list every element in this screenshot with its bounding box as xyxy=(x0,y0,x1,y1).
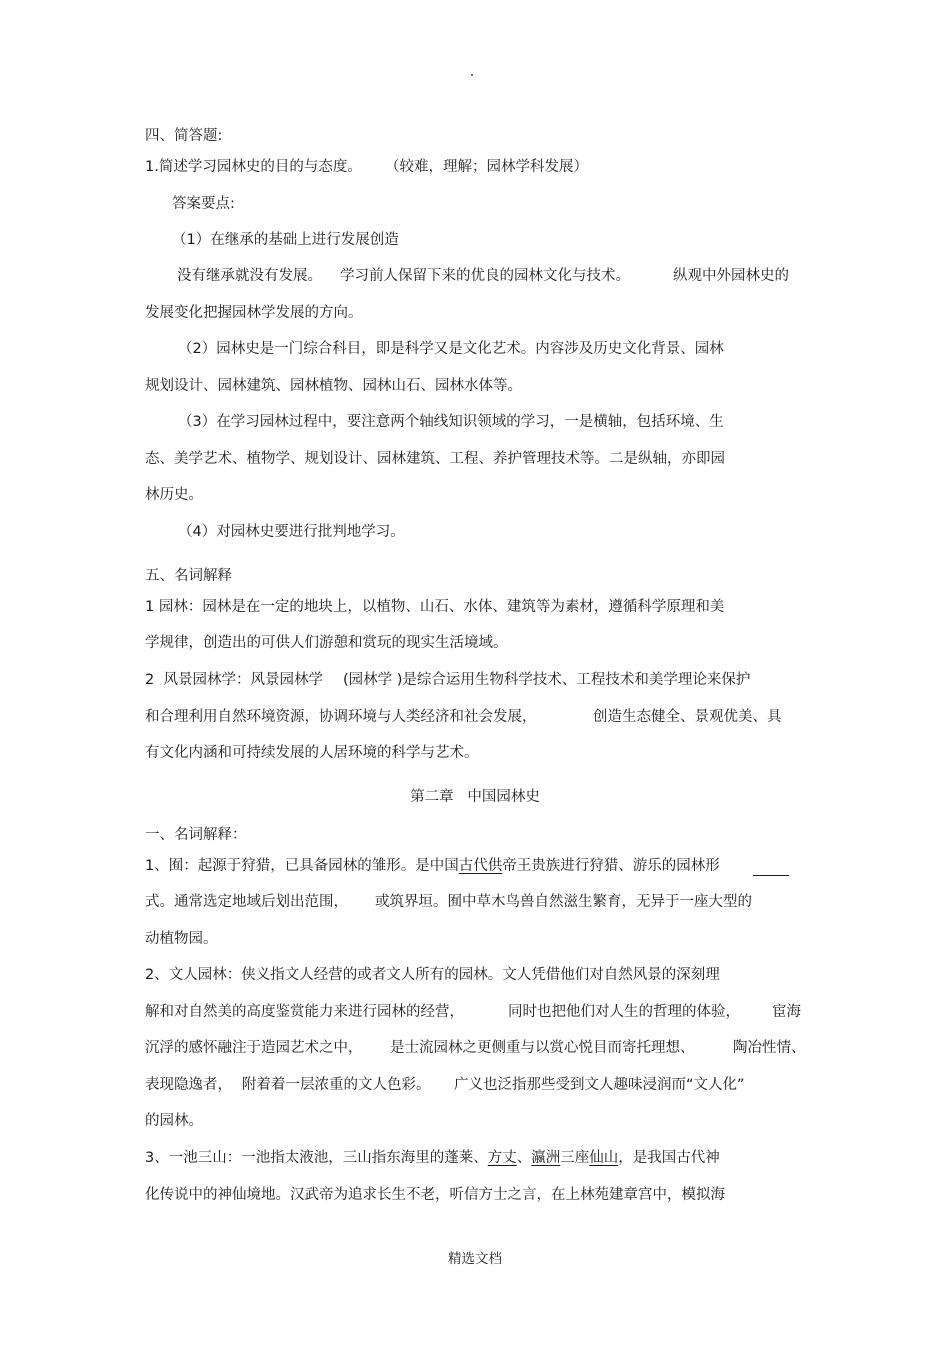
term-2-line-2a: 解和对自然美的高度鉴赏能力来进行园林的经营， xyxy=(145,1004,464,1020)
term-2-line-2c: 宦海 xyxy=(772,1004,801,1020)
term-2-line-3a: 沉浮的感怀融注于造园艺术之中， xyxy=(145,1040,363,1056)
point-3-line-1: （3）在学习园林过程中，要注意两个轴线知识领域的学习，一是横轴，包括环境、生 xyxy=(178,414,724,430)
term-1-line-2a: 式。通常选定地域后划出范围， xyxy=(145,894,348,910)
point-2-line-2: 规划设计、园林建筑、园林植物、园林山石、园林水体等。 xyxy=(145,378,522,394)
point-1-title: （1）在继承的基础上进行发展创造 xyxy=(172,232,399,248)
section5-title: 五、名词解释 xyxy=(145,568,232,584)
term-3-yingzhou: 瀛洲 xyxy=(531,1150,561,1166)
point-2-line-1: （2）园林史是一门综合科目，即是科学又是文化艺术。内容涉及历史文化背景、园林 xyxy=(178,341,724,357)
point-1-text-c: 纵观中外园林史的 xyxy=(673,268,789,284)
point-1-text-a: 没有继承就没有发展。 xyxy=(177,268,322,284)
point-4: （4）对园林史要进行批判地学习。 xyxy=(178,524,405,540)
question-1: 1.简述学习园林史的目的与态度。 xyxy=(145,159,362,175)
term-2-line-5: 的园林。 xyxy=(145,1113,203,1129)
answer-label: 答案要点: xyxy=(172,196,235,212)
term-2-line-4c: 广义也泛指那些受到文人趣味浸润而“文人化” xyxy=(454,1077,745,1093)
term-1-post: 帝王贵族进行狩猎、游乐的园林形 xyxy=(502,858,720,874)
term-3-post: ，是我国古代神 xyxy=(618,1150,720,1166)
term-1-line-1 xyxy=(145,857,720,875)
section4-title: 四、简答题: xyxy=(145,128,223,144)
term-3-line-2: 化传说中的神仙境地。汉武帝为追求长生不老，听信方士之言，在上林苑建章宫中，模拟海 xyxy=(145,1187,725,1203)
definition-2-line-3: 有文化内涵和可持续发展的人居环境的科学与艺术。 xyxy=(145,745,479,761)
definition-2-line-2a: 和合理利用自然环境资源，协调环境与人类经济和社会发展， xyxy=(145,709,537,725)
term-1-pre: 1、囿：起源于狩猎，已具备园林的雏形。是中国 xyxy=(145,858,459,874)
term-2-line-1: 2、文人园林：侠义指文人经营的或者文人所有的园林。文人凭借他们对自然风景的深刻理 xyxy=(145,967,720,983)
term-1-underlined: 古代供 xyxy=(458,858,503,874)
question-1-note: （较难，理解；园林学科发展） xyxy=(385,159,588,175)
term-1-line-2b: 或筑界垣。囿中草木鸟兽自然滋生繁育，无异于一座大型的 xyxy=(375,894,752,910)
term-2-line-3b: 是士流园林之更侧重与以赏心悦目而寄托理想、 xyxy=(390,1040,695,1056)
footer-text: 精选文档 xyxy=(448,1251,502,1267)
term-2-line-3c: 陶冶性情、 xyxy=(733,1040,806,1056)
definition-2-line-1a: 2 风景园林学：风景园林学 xyxy=(145,672,323,688)
term-3-line-1 xyxy=(145,1149,720,1167)
definition-2-line-2b: 创造生态健全、景观优美、具 xyxy=(593,709,782,725)
chapter-section1-title: 一、名词解释： xyxy=(145,827,247,843)
point-1-text-b: 学习前人保留下来的优良的园林文化与技术。 xyxy=(340,268,630,284)
term-2-line-2b: 同时也把他们对人生的哲理的体验， xyxy=(508,1004,740,1020)
point-1-text-d: 发展变化把握园林学发展的方向。 xyxy=(145,305,363,321)
point-3-line-2: 态、美学艺术、植物学、规划设计、园林建筑、工程、养护管理技术等。二是纵轴，亦即园 xyxy=(145,451,725,467)
term-3-fangzhang: 方丈 xyxy=(487,1150,517,1166)
definition-1-line-1: 1 园林：园林是在一定的地块上，以植物、山石、水体、建筑等为素材，遵循科学原理和美 xyxy=(145,599,725,615)
definition-1-line-2: 学规律，创造出的可供人们游憩和赏玩的现实生活境域。 xyxy=(145,635,508,651)
term-2-line-4b: 附着着一层浓重的文人色彩。 xyxy=(242,1077,431,1093)
term-1-line-3: 动植物园。 xyxy=(145,931,218,947)
point-3-line-3: 林历史。 xyxy=(145,487,203,503)
term-3-xianshan: 仙山 xyxy=(589,1150,619,1166)
term-3-sep: 、 xyxy=(516,1150,532,1166)
chapter-title: 第二章 中国园林史 xyxy=(410,789,540,805)
fill-blank-line xyxy=(753,875,789,876)
term-3-pre: 3、一池三山：一池指太液池，三山指东海里的蓬莱、 xyxy=(145,1150,488,1166)
header-dot xyxy=(471,74,473,76)
term-2-line-4a: 表现隐逸者， xyxy=(145,1077,232,1093)
term-3-count: 三座 xyxy=(560,1150,590,1166)
definition-2-line-1b: (园林学 )是综合运用生物科学技术、工程技术和美学理论来保护 xyxy=(343,672,751,688)
